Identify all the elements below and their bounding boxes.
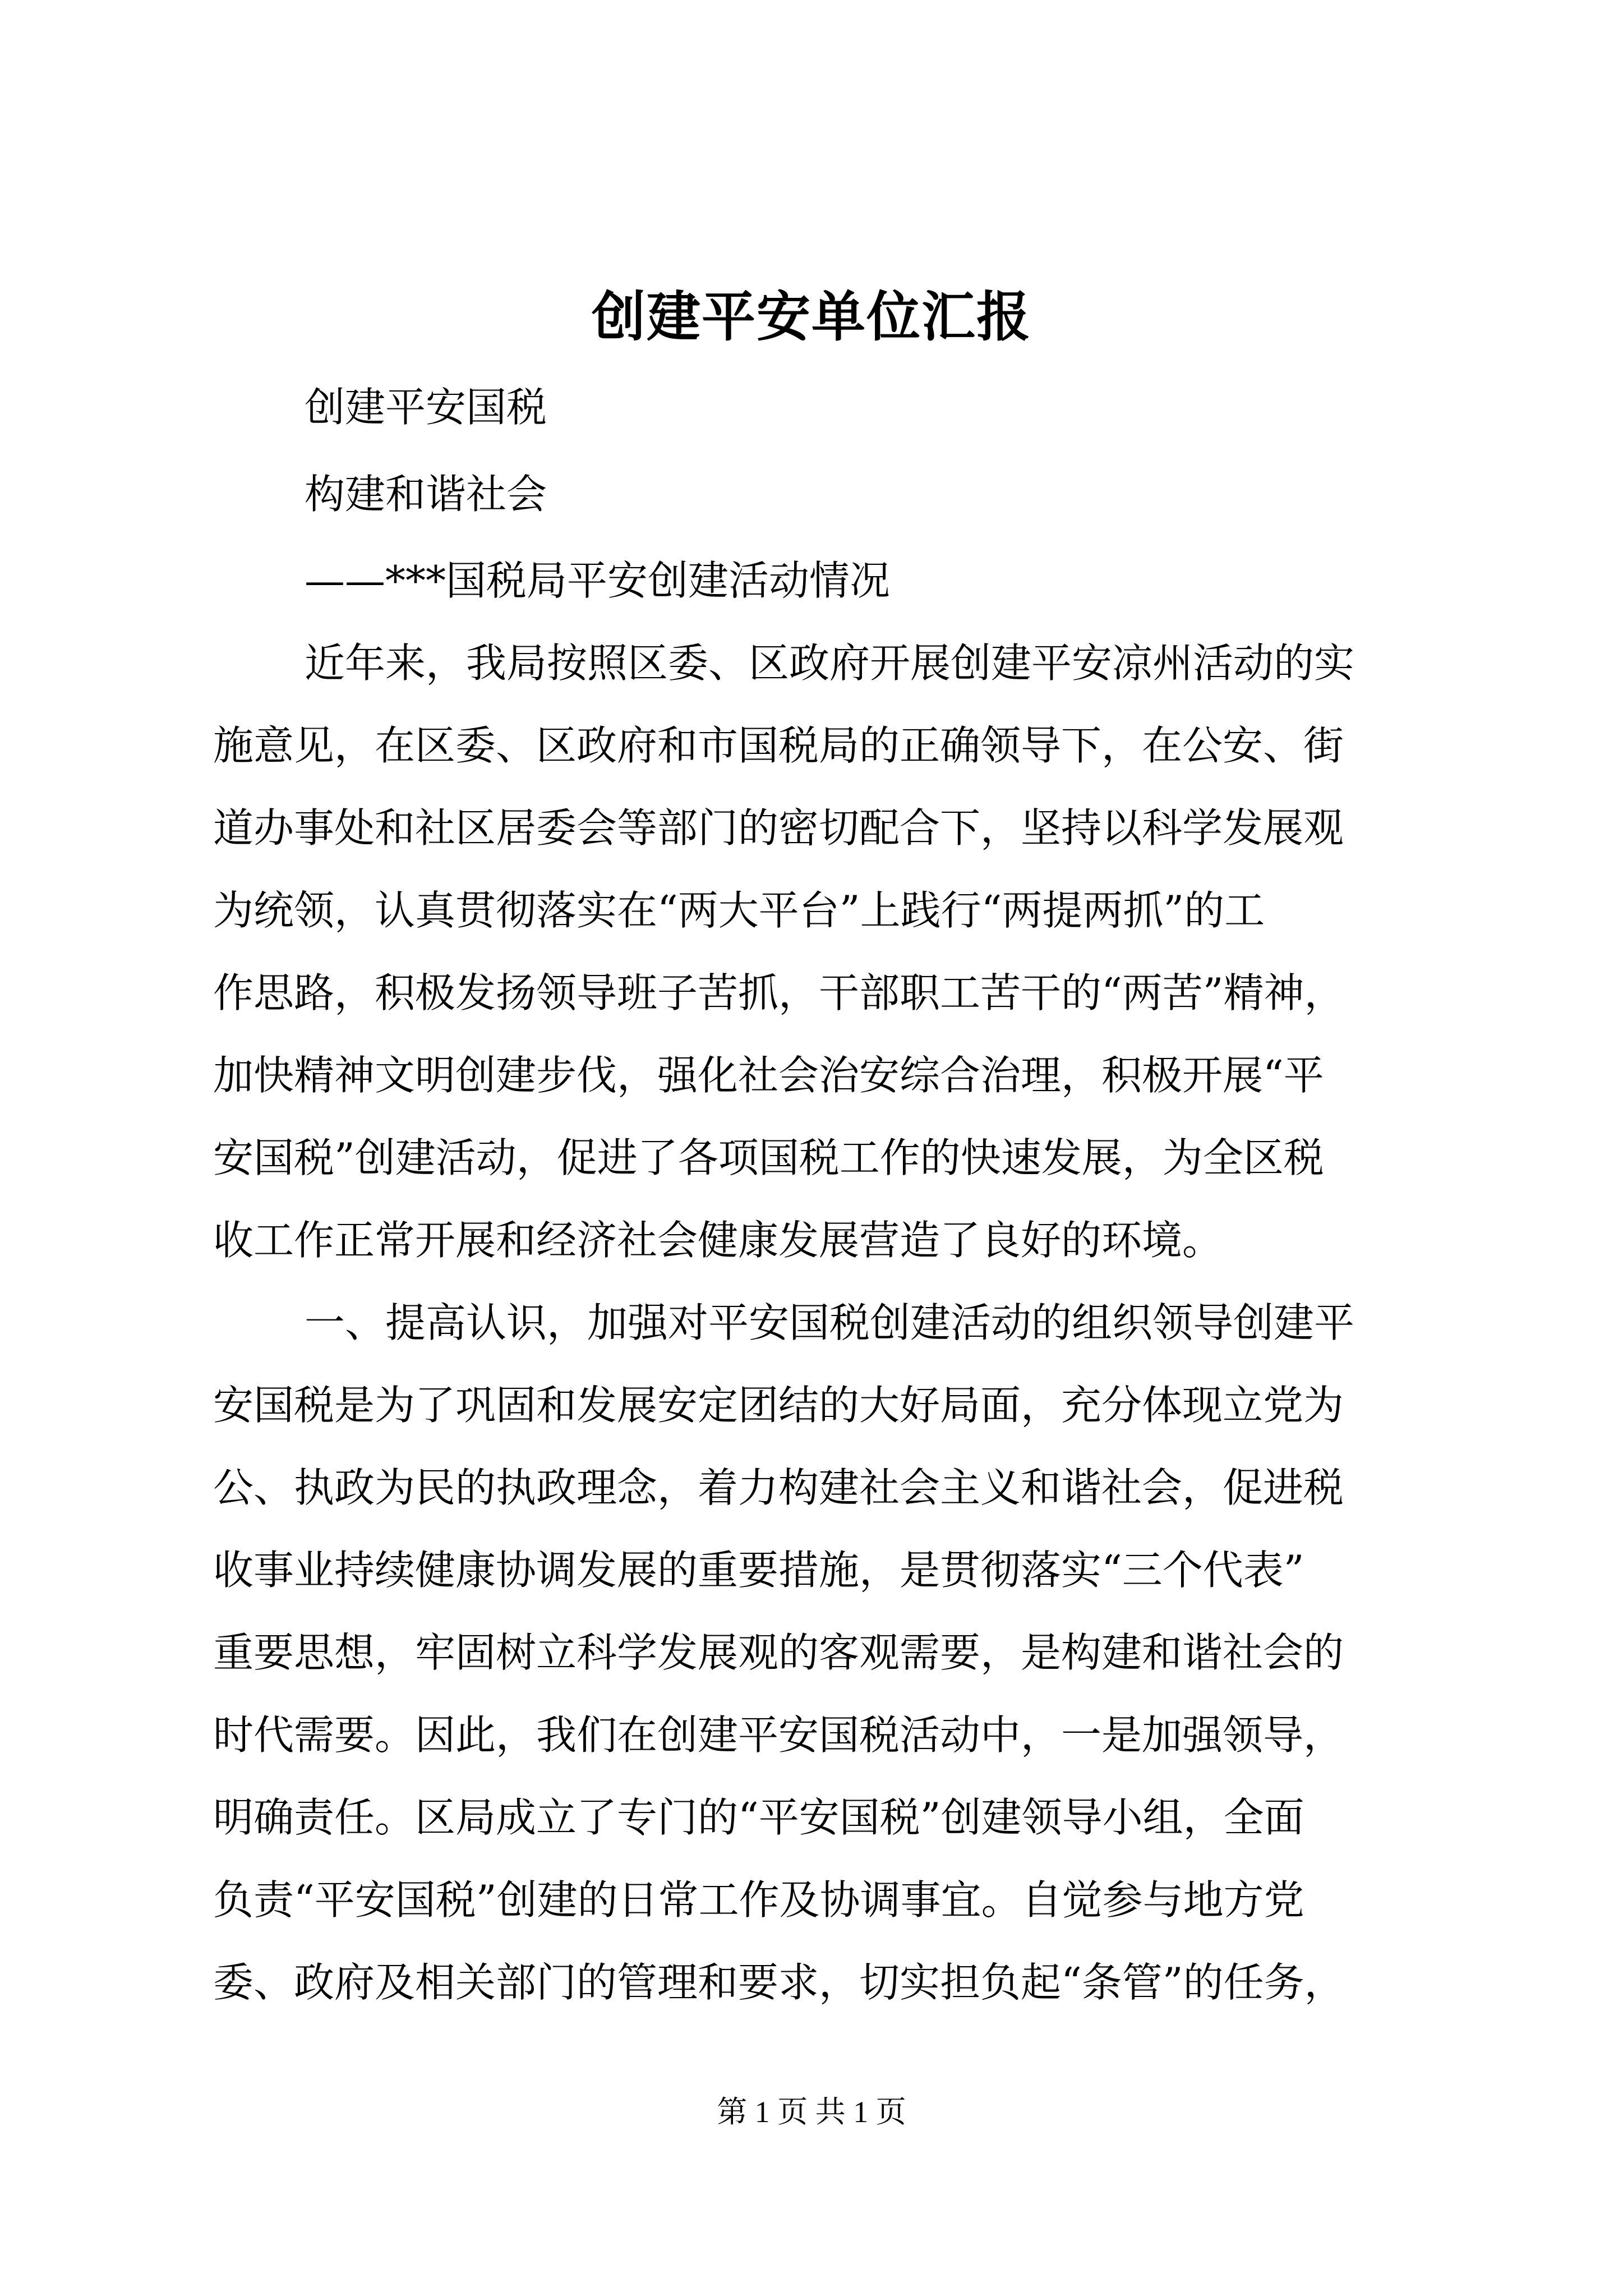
paragraph-2-line-5: 重要思想，牢固树立科学发展观的客观需要，是构建和谐社会的 [213,1629,1344,1676]
paragraph-2-line-9: 委、政府及相关部门的管理和要求，切实担负起“条管”的任务， [213,1959,1345,2006]
paragraph-2-line-1: 一、提高认识，加强对平安国税创建活动的组织领导创建平 [305,1299,1355,1346]
paragraph-1-line-1: 近年来，我局按照区委、区政府开展创建平安凉州活动的实 [305,639,1355,687]
paragraph-2-line-8: 负责“平安国税”创建的日常工作及协调事宜。自觉参与地方党 [213,1876,1304,1924]
paragraph-1-line-2: 施意见，在区委、区政府和市国税局的正确领导下，在公安、街 [213,722,1344,769]
subtitle-line-3: ——***国税局平安创建活动情况 [305,557,891,604]
page-footer: 第 1 页 共 1 页 [717,2095,906,2129]
paragraph-1-line-4: 为统领，认真贯彻落实在“两大平台”上践行“两提两抓”的工 [213,887,1265,934]
paragraph-1-line-3: 道办事处和社区居委会等部门的密切配合下，坚持以科学发展观 [213,804,1344,852]
paragraph-2-line-6: 时代需要。因此，我们在创建平安国税活动中，一是加强领导， [213,1711,1344,1759]
paragraph-2-line-2: 安国税是为了巩固和发展安定团结的大好局面，充分体现立党为 [213,1382,1344,1429]
paragraph-1-line-7: 安国税”创建活动，促进了各项国税工作的快速发展，为全区税 [213,1134,1324,1181]
paragraph-1-line-6: 加快精神文明创建步伐，强化社会治安综合治理，积极开展“平 [213,1052,1324,1099]
document-title: 创建平安单位汇报 [592,285,1031,348]
subtitle-line-1: 创建平安国税 [305,384,547,431]
subtitle-line-2: 构建和谐社会 [305,471,547,518]
paragraph-1-line-8: 收工作正常开展和经济社会健康发展营造了良好的环境。 [213,1217,1223,1264]
paragraph-2-line-4: 收事业持续健康协调发展的重要措施，是贯彻落实“三个代表” [213,1547,1304,1594]
paragraph-1-line-5: 作思路，积极发扬领导班子苦抓，干部职工苦干的“两苦”精神， [213,969,1345,1016]
paragraph-2-line-3: 公、执政为民的执政理念，着力构建社会主义和谐社会，促进税 [213,1464,1344,1511]
paragraph-2-line-7: 明确责任。区局成立了专门的“平安国税”创建领导小组，全面 [213,1794,1304,1841]
